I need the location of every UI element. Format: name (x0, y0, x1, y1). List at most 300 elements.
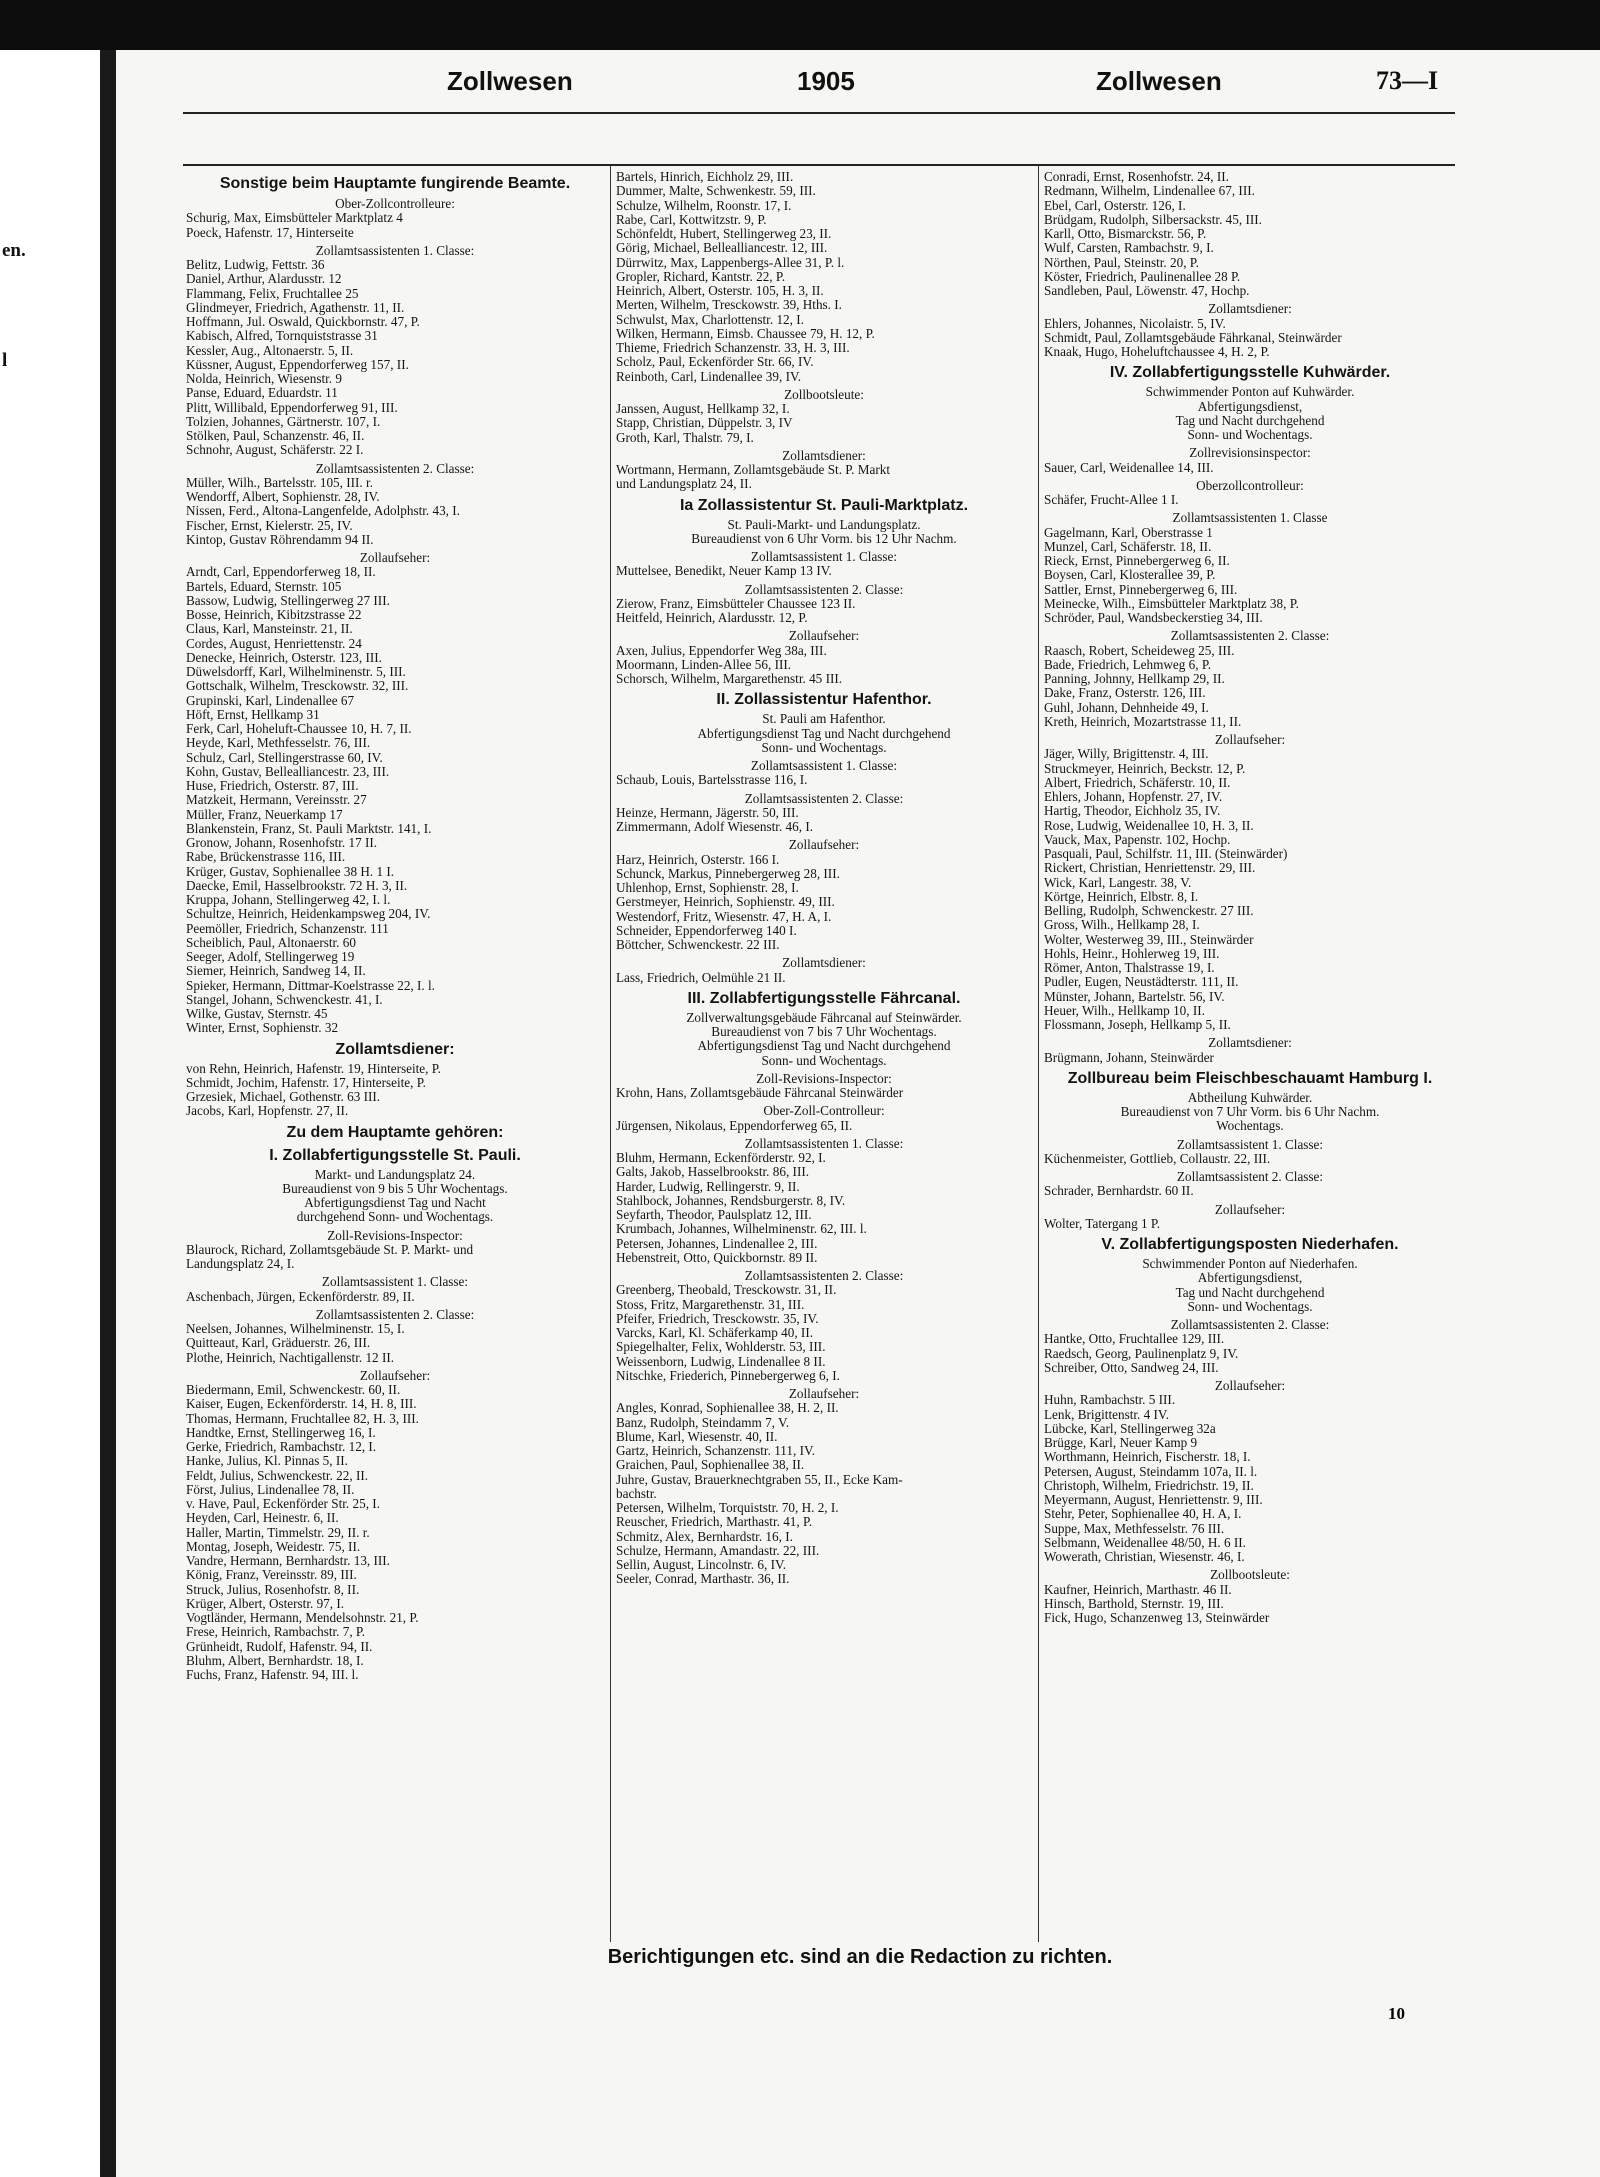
directory-entry: Rose, Ludwig, Weidenallee 10, H. 3, II. (1044, 818, 1254, 833)
directory-entry: Galts, Jakob, Hasselbrookstr. 86, III. (616, 1165, 810, 1180)
directory-entry: Axen, Julius, Eppendorfer Weg 38a, III. (616, 643, 827, 658)
directory-entry: Petersen, Johannes, Lindenallee 2, III. (616, 1236, 818, 1251)
directory-entry: Hartig, Theodor, Eichholz 35, IV. (1044, 804, 1221, 819)
directory-entry: Worthmann, Heinrich, Fischerstr. 18, I. (1044, 1450, 1251, 1465)
directory-entry: Kessler, Aug., Altonaerstr. 5, II. (186, 343, 354, 358)
directory-entry: Kabisch, Alfred, Tornquiststrasse 31 (186, 329, 378, 344)
header-right-title: Zollwesen (1096, 66, 1222, 96)
rank-heading: Zollaufseher: (788, 838, 860, 853)
directory-entry: Stoss, Fritz, Margarethenstr. 31, III. (616, 1297, 805, 1312)
rank-heading: Zollamtsassistent 1. Classe: (750, 550, 898, 564)
directory-entry: Seyfarth, Theodor, Paulsplatz 12, III. (616, 1208, 812, 1222)
directory-entry: Cordes, August, Henriettenstr. 24 (186, 636, 362, 651)
rank-heading: Zollbootsleute: (1210, 1568, 1290, 1583)
section-heading: Zollbureau beim Fleischbeschauamt Hamburg I. (1067, 1069, 1433, 1087)
directory-entry: Montag, Joseph, Weidestr. 75, II. (186, 1539, 361, 1554)
directory-entry: Heitfeld, Heinrich, Alardusstr. 12, P. (616, 611, 808, 625)
directory-entry: Kintop, Gustav Röhrendamm 94 II. (186, 532, 374, 547)
directory-entry: Suppe, Max, Methfesselstr. 76 III. (1044, 1521, 1225, 1536)
directory-entry: Wortmann, Hermann, Zollamtsgebäude St. P. Markt (616, 463, 890, 477)
directory-entry: Ehlers, Johann, Hopfenstr. 27, IV. (1044, 790, 1223, 804)
directory-entry: Kruppa, Johann, Stellingerweg 42, I. l. (186, 893, 391, 907)
rank-heading: Zollrevisionsinspector: (1189, 446, 1311, 461)
directory-entry: Scholz, Paul, Eckenförder Str. 66, IV. (616, 355, 814, 370)
directory-entry: Vogtländer, Hermann, Mendelsohnstr. 21, P. (186, 1611, 419, 1625)
directory-entry: Nolda, Heinrich, Wiesenstr. 9 (186, 372, 342, 386)
column-1 (186, 170, 604, 1940)
directory-entry: Janssen, August, Hellkamp 32, I. (616, 402, 790, 416)
directory-entry: Haller, Martin, Timmelstr. 29, II. r. (186, 1525, 370, 1540)
directory-entry: Brüdgam, Rudolph, Silbersackstr. 45, III. (1044, 212, 1262, 227)
directory-entry: Nörthen, Paul, Steinstr. 20, P. (1044, 255, 1199, 270)
directory-entry: Schreiber, Otto, Sandweg 24, III. (1044, 1360, 1219, 1375)
directory-entry: Poeck, Hafenstr. 17, Hinterseite (186, 225, 354, 240)
directory-entry: Fuchs, Franz, Hafenstr. 94, III. l. (186, 1668, 359, 1682)
directory-entry: Hinsch, Barthold, Sternstr. 19, III. (1044, 1596, 1224, 1611)
directory-entry: v. Have, Paul, Eckenförder Str. 25, I. (186, 1497, 380, 1511)
directory-entry: Conradi, Ernst, Rosenhofstr. 24, II. (1044, 170, 1229, 184)
directory-entry: Selbmann, Weidenallee 48/50, H. 6 II. (1044, 1535, 1246, 1550)
directory-entry: Greenberg, Theobald, Tresckowstr. 31, II. (616, 1283, 837, 1298)
office-note: Abfertigungsdienst Tag und Nacht durchgehend (697, 726, 951, 741)
rank-heading: Zollamtsassistenten 1. Classe: (744, 1136, 904, 1151)
directory-entry: Küssner, August, Eppendorferweg 157, II. (186, 357, 409, 372)
directory-entry: Belitz, Ludwig, Fettstr. 36 (186, 258, 325, 272)
directory-entry: Brügmann, Johann, Steinwärder (1044, 1050, 1214, 1065)
directory-entry: Düwelsdorff, Karl, Wilhelminenstr. 5, III. (186, 665, 406, 679)
office-note: Markt- und Landungsplatz 24. (314, 1167, 476, 1182)
directory-entry: Heinze, Hermann, Jägerstr. 50, III. (616, 805, 799, 820)
rank-heading: Zollamtsdiener: (782, 956, 866, 971)
directory-entry: Wowerath, Christian, Wiesenstr. 46, I. (1044, 1550, 1245, 1564)
directory-entry: Albert, Friedrich, Schäferstr. 10, II. (1044, 775, 1231, 790)
office-note: Sonn- und Wochentags. (1187, 1299, 1313, 1314)
previous-page-edge (0, 50, 104, 2177)
directory-entry: Struck, Julius, Rosenhofstr. 8, II. (186, 1582, 360, 1597)
directory-entry: Schnohr, August, Schäferstr. 22 I. (186, 443, 364, 458)
directory-entry: Wolter, Tatergang 1 P. (1044, 1216, 1161, 1231)
directory-entry: Hebenstreit, Otto, Quickbornstr. 89 II. (616, 1250, 818, 1265)
directory-entry: Schunck, Markus, Pinnebergerweg 28, III. (616, 866, 840, 881)
directory-entry: Thieme, Friedrich Schanzenstr. 33, H. 3, III. (616, 341, 850, 355)
directory-entry: Nitschke, Friederich, Pinnebergerweg 6, I. (616, 1368, 840, 1383)
rank-heading: Zollaufseher: (788, 629, 860, 644)
office-note: Zollverwaltungsgebäude Fährcanal auf Steinwärder. (686, 1010, 962, 1025)
directory-entry: Kaufner, Heinrich, Marthastr. 46 II. (1044, 1582, 1232, 1597)
directory-entry: Banz, Rudolph, Steindamm 7, V. (616, 1415, 790, 1430)
section-heading: V. Zollabfertigungsposten Niederhafen. (1101, 1236, 1399, 1253)
rank-heading: Zollamtsassistenten 1. Classe: (315, 243, 475, 258)
directory-entry: Grzesiek, Michael, Gothenstr. 63 III. (186, 1090, 381, 1104)
rank-heading: Zollaufseher: (359, 551, 431, 565)
directory-entry: Biedermann, Emil, Schwenckestr. 60, II. (186, 1383, 401, 1397)
directory-entry: Blankenstein, Franz, St. Pauli Marktstr. 141, I. (186, 821, 432, 836)
office-note: Abfertigungsdienst, (1197, 399, 1303, 414)
directory-entry: Matzkeit, Hermann, Vereinsstr. 27 (186, 793, 367, 808)
footer-notice: Berichtigungen etc. sind an die Redaction zu richten. (607, 1946, 1113, 1968)
directory-entry: Krüger, Gustav, Sophienallee 38 H. 1 I. (186, 864, 395, 879)
left-fragment-2: l (2, 350, 8, 371)
directory-entry: Münster, Johann, Bartelstr. 56, IV. (1044, 989, 1225, 1004)
rank-heading: Zollbootsleute: (784, 387, 864, 402)
directory-entry: Aschenbach, Jürgen, Eckenförderstr. 89, II. (186, 1289, 415, 1304)
column-divider-1 (610, 166, 611, 1942)
directory-entry: Vauck, Max, Papenstr. 102, Hochp. (1044, 832, 1231, 847)
office-note: Sonn- und Wochentags. (761, 1053, 887, 1068)
section-heading: Sonstige beim Hauptamte fungirende Beamte. (219, 175, 571, 192)
directory-entry: Hohls, Heinr., Hohlerweg 19, III. (1044, 946, 1220, 961)
directory-entry: Pasquali, Paul, Schilfstr. 11, III. (Steinwärder) (1044, 847, 1288, 861)
directory-entry: Knaak, Hugo, Hoheluftchaussee 4, H. 2, P. (1044, 345, 1270, 359)
rank-heading: Zollaufseher: (788, 1387, 860, 1401)
directory-entry: Küchenmeister, Gottlieb, Collaustr. 22, III. (1044, 1151, 1271, 1166)
office-note: Sonn- und Wochentags. (761, 740, 887, 755)
section-heading: Zollamtsdiener: (335, 1040, 455, 1058)
directory-entry: Bartels, Hinrich, Eichholz 29, III. (616, 170, 794, 184)
directory-entry: Reuscher, Friedrich, Marthastr. 41, P. (616, 1515, 813, 1530)
directory-entry: Grupinski, Karl, Lindenallee 67 (186, 693, 355, 708)
directory-entry: Wilken, Hermann, Eimsb. Chaussee 79, H. 12, P. (616, 326, 875, 341)
directory-entry: Jacobs, Karl, Hopfenstr. 27, II. (186, 1104, 349, 1119)
section-heading: Ia Zollassistentur St. Pauli-Marktplatz. (679, 496, 969, 514)
directory-entry: Stangel, Johann, Schwenckestr. 41, I. (186, 992, 383, 1007)
directory-entry: Fick, Hugo, Schanzenweg 13, Steinwärder (1044, 1611, 1270, 1625)
rank-heading: Zollamtsassistenten 2. Classe: (315, 461, 475, 476)
rank-heading: Oberzollcontrolleur: (1196, 478, 1304, 493)
directory-entry: Schulze, Wilhelm, Roonstr. 17, I. (616, 198, 792, 213)
directory-entry: Bassow, Ludwig, Stellingerweg 27 III. (186, 593, 390, 608)
directory-entry: Römer, Anton, Thalstrasse 19, I. (1044, 961, 1215, 975)
directory-entry: Bosse, Heinrich, Kibitzstrasse 22 (186, 608, 362, 622)
directory-entry: Wulf, Carsten, Rambachstr. 9, I. (1044, 241, 1214, 256)
directory-entry: Flammang, Felix, Fruchtallee 25 (186, 286, 359, 301)
rank-heading: Zollamtsassistent 1. Classe: (750, 759, 898, 773)
directory-entry: Daniel, Arthur, Alardusstr. 12 (186, 272, 342, 287)
directory-entry: Rabe, Brückenstrasse 116, III. (186, 850, 346, 865)
directory-entry: Müller, Franz, Neuerkamp 17 (186, 807, 343, 822)
directory-entry: Guhl, Johann, Dehnheide 49, I. (1044, 700, 1209, 715)
office-note: Tag und Nacht durchgehend (1175, 1285, 1325, 1300)
directory-entry: Uhlenhop, Ernst, Sophienstr. 28, I. (616, 881, 799, 895)
directory-entry: Quitteaut, Karl, Gräduerstr. 26, III. (186, 1336, 371, 1351)
directory-entry: Wick, Karl, Langestr. 38, V. (1044, 875, 1192, 890)
office-note: Schwimmender Ponton auf Kuhwärder. (1145, 385, 1355, 400)
rank-heading: Zoll-Revisions-Inspector: (327, 1228, 463, 1243)
directory-entry: Petersen, August, Steindamm 107a, II. l. (1044, 1464, 1258, 1479)
directory-entry: Böttcher, Schwenckestr. 22 III. (616, 938, 780, 952)
directory-entry: Lenk, Brigittenstr. 4 IV. (1044, 1407, 1170, 1422)
directory-entry: Moormann, Linden-Allee 56, III. (616, 657, 792, 672)
directory-entry: Weissenborn, Ludwig, Lindenallee 8 II. (616, 1354, 826, 1369)
directory-entry: Denecke, Heinrich, Osterstr. 123, III. (186, 650, 382, 665)
directory-entry: Heinrich, Albert, Osterstr. 105, H. 3, II. (616, 284, 824, 298)
directory-entry: Lass, Friedrich, Oelmühle 21 II. (616, 970, 786, 985)
directory-entry: Först, Julius, Lindenallee 78, II. (186, 1482, 355, 1497)
directory-entry: Merten, Wilhelm, Tresckowstr. 39, Hths. I. (616, 298, 842, 313)
directory-entry: Heuer, Wilh., Hellkamp 10, II. (1044, 1003, 1205, 1018)
directory-entry: Struckmeyer, Heinrich, Beckstr. 12, P. (1044, 761, 1246, 776)
directory-entry: Sauer, Carl, Weidenallee 14, III. (1044, 460, 1214, 475)
directory-entry: Stahlbock, Johannes, Rendsburgerstr. 8, IV. (616, 1193, 846, 1208)
directory-entry: Ebel, Carl, Osterstr. 126, I. (1044, 198, 1186, 213)
directory-entry: Schwulst, Max, Charlottenstr. 12, I. (616, 312, 804, 327)
directory-entry: Gagelmann, Karl, Oberstrasse 1 (1044, 525, 1213, 540)
section-heading: I. Zollabfertigungsstelle St. Pauli. (269, 1146, 521, 1164)
office-note: Bureaudienst von 9 bis 5 Uhr Wochentags. (282, 1181, 508, 1196)
column-3 (1044, 170, 1456, 1940)
directory-entry: Hantke, Otto, Fruchtallee 129, III. (1044, 1332, 1225, 1347)
directory-entry: Meyermann, August, Henriettenstr. 9, III. (1044, 1493, 1263, 1507)
directory-entry: Jürgensen, Nikolaus, Eppendorferweg 65, II. (616, 1118, 853, 1133)
column-2 (616, 170, 1032, 1940)
directory-entry: Seeger, Adolf, Stellingerweg 19 (186, 950, 355, 964)
directory-entry: Huse, Friedrich, Osterstr. 87, III. (186, 779, 359, 793)
directory-entry: Angles, Konrad, Sophienallee 38, H. 2, II. (616, 1401, 839, 1416)
directory-entry: Brügge, Karl, Neuer Kamp 9 (1044, 1436, 1198, 1450)
office-note: Schwimmender Ponton auf Niederhafen. (1142, 1257, 1358, 1271)
directory-entry: Gerke, Friedrich, Rambachstr. 12, I. (186, 1440, 377, 1454)
rank-heading: Zollamtsassistent 2. Classe: (1176, 1170, 1324, 1184)
directory-entry: Schrader, Bernhardstr. 60 II. (1044, 1184, 1194, 1199)
directory-entry: Gerstmeyer, Heinrich, Sophienstr. 49, III. (616, 895, 835, 910)
directory-entry: Plothe, Heinrich, Nachtigallenstr. 12 II. (186, 1350, 395, 1365)
directory-entry: Tolzien, Johannes, Gärtnerstr. 107, I. (186, 414, 381, 429)
office-note: Tag und Nacht durchgehend (1175, 413, 1325, 428)
rank-heading: Ober-Zollcontrolleure: (335, 197, 455, 211)
directory-entry: Körtge, Heinrich, Elbstr. 8, I. (1044, 889, 1199, 904)
directory-entry: Neelsen, Johannes, Wilhelminenstr. 15, I. (186, 1322, 405, 1336)
directory-entry: Bade, Friedrich, Lehmweg 6, P. (1044, 657, 1212, 672)
directory-entry: Bluhm, Hermann, Eckenförderstr. 92, I. (616, 1151, 826, 1165)
directory-entry: Petersen, Wilhelm, Torquiststr. 70, H. 2, I. (616, 1501, 839, 1515)
directory-entry: Reinboth, Carl, Lindenallee 39, IV. (616, 369, 802, 384)
directory-entry: Dake, Franz, Osterstr. 126, III. (1044, 686, 1206, 701)
rank-heading: Zollamtsassistenten 2. Classe: (315, 1307, 475, 1322)
section-heading: III. Zollabfertigungsstelle Fährcanal. (687, 989, 961, 1007)
rank-heading: Zollamtsdiener: (1208, 1036, 1292, 1051)
directory-entry: Sattler, Ernst, Pinnebergerweg 6, III. (1044, 582, 1238, 597)
directory-entry: Arndt, Carl, Eppendorferweg 18, II. (186, 565, 376, 580)
rank-heading: Zollamtsassistenten 1. Classe (1172, 511, 1328, 526)
directory-entry: Fischer, Ernst, Kielerstr. 25, IV. (186, 518, 353, 533)
directory-entry: Blaurock, Richard, Zollamtsgebäude St. P. Markt- und (186, 1242, 474, 1257)
directory-entry: Spieker, Hermann, Dittmar-Koelstrasse 22, I. l. (186, 978, 435, 993)
directory-entry: Meinecke, Wilh., Eimsbütteler Marktplatz 38, P. (1044, 596, 1299, 611)
directory-entry: Krohn, Hans, Zollamtsgebäude Fährcanal Steinwärder (616, 1086, 904, 1100)
directory-entry: Winter, Ernst, Sophienstr. 32 (186, 1021, 339, 1036)
rank-heading: Ober-Zoll-Controlleur: (763, 1104, 885, 1119)
office-note: Sonn- und Wochentags. (1187, 428, 1313, 442)
directory-entry: Glindmeyer, Friedrich, Agathenstr. 11, II. (186, 300, 405, 315)
directory-entry: Schaub, Louis, Bartelsstrasse 116, I. (616, 773, 808, 788)
directory-entry: Stapp, Christian, Düppelstr. 3, IV (616, 416, 793, 431)
directory-entry: Kreth, Heinrich, Mozartstrasse 11, II. (1044, 714, 1242, 729)
directory-entry: Schultze, Heinrich, Heidenkampsweg 204, IV. (186, 907, 431, 922)
office-note: durchgehend Sonn- und Wochentags. (296, 1210, 494, 1225)
office-note: Wochentags. (1216, 1119, 1284, 1134)
directory-entry: Feldt, Julius, Schwenckestr. 22, II. (186, 1468, 369, 1483)
directory-entry: und Landungsplatz 24, II. (616, 477, 752, 492)
directory-entry: Belling, Rudolph, Schwenckestr. 27 III. (1044, 904, 1254, 918)
directory-entry: Harder, Ludwig, Rellingerstr. 9, II. (616, 1179, 800, 1194)
directory-entry: Panning, Johnny, Hellkamp 29, II. (1044, 672, 1225, 686)
directory-entry: Frese, Heinrich, Rambachstr. 7, P. (186, 1625, 366, 1640)
directory-entry: Claus, Karl, Mansteinstr. 21, II. (186, 622, 353, 637)
directory-entry: Flossmann, Joseph, Hellkamp 5, II. (1044, 1018, 1231, 1032)
directory-entry: Spiegelhalter, Felix, Wohlderstr. 53, III. (616, 1340, 826, 1355)
directory-entry: Pudler, Eugen, Neustädterstr. 111, II. (1044, 975, 1239, 990)
directory-entry: Pfeifer, Friedrich, Tresckowstr. 35, IV. (616, 1311, 819, 1326)
directory-entry: Köster, Friedrich, Paulinenallee 28 P. (1044, 269, 1241, 284)
directory-entry: Sandleben, Paul, Löwenstr. 47, Hochp. (1044, 284, 1250, 298)
directory-entry: Vandre, Hermann, Bernhardstr. 13, III. (186, 1554, 390, 1568)
directory-entry: Zierow, Franz, Eimsbütteler Chaussee 123 II. (616, 596, 856, 611)
directory-entry: Wilke, Gustav, Sternstr. 45 (186, 1007, 328, 1021)
directory-entry: Panse, Eduard, Eduardstr. 11 (186, 386, 338, 401)
directory-entry: Varcks, Karl, Kl. Schäferkamp 40, II. (616, 1326, 814, 1340)
directory-entry: Bluhm, Albert, Bernhardstr. 18, I. (186, 1653, 364, 1668)
directory-entry: Muttelsee, Benedikt, Neuer Kamp 13 IV. (616, 564, 832, 579)
left-fragment-1: en. (2, 240, 26, 261)
directory-entry: Heyde, Karl, Methfesselstr. 76, III. (186, 736, 371, 751)
office-note: Abfertigungsdienst Tag und Nacht durchgehend (697, 1039, 951, 1054)
directory-entry: Schurig, Max, Eimsbütteler Marktplatz 4 (186, 211, 403, 226)
directory-entry: Schönfeldt, Hubert, Stellingerweg 23, II. (616, 227, 832, 241)
directory-entry: Raasch, Robert, Scheideweg 25, III. (1044, 643, 1235, 658)
directory-entry: Landungsplatz 24, I. (186, 1257, 295, 1271)
directory-entry: Daecke, Emil, Hasselbrookstr. 72 H. 3, II. (186, 878, 408, 893)
directory-entry: Gross, Wilh., Hellkamp 28, I. (1044, 918, 1200, 933)
office-note: Abfertigungsdienst, (1197, 1271, 1303, 1286)
office-note: Bureaudienst von 7 bis 7 Uhr Wochentags. (711, 1025, 937, 1039)
directory-entry: Schröder, Paul, Wandsbeckerstieg 34, III. (1044, 611, 1263, 625)
rank-heading: Zollamtsassistent 1. Classe: (1176, 1137, 1324, 1152)
directory-entry: Wendorff, Albert, Sophienstr. 28, IV. (186, 490, 380, 504)
directory-entry: Rieck, Ernst, Pinnebergerweg 6, II. (1044, 554, 1230, 568)
directory-entry: Huhn, Rambachstr. 5 III. (1044, 1393, 1176, 1408)
directory-entry: Sellin, August, Lincolnstr. 6, IV. (616, 1558, 787, 1572)
office-note: Bureaudienst von 6 Uhr Vorm. bis 12 Uhr Nachm. (691, 531, 957, 546)
directory-entry: bachstr. (616, 1486, 657, 1501)
section-heading: IV. Zollabfertigungsstelle Kuhwärder. (1109, 364, 1391, 382)
directory-entry: Schulz, Carl, Stellingerstrasse 60, IV. (186, 750, 383, 765)
directory-entry: Schmitz, Alex, Bernhardstr. 16, I. (616, 1529, 793, 1544)
directory-entry: Munzel, Carl, Schäferstr. 18, II. (1044, 539, 1212, 554)
directory-entry: Scheiblich, Paul, Altonaerstr. 60 (186, 935, 356, 950)
rank-heading: Zollaufseher: (1214, 1202, 1286, 1217)
office-note: St. Pauli-Markt- und Landungsplatz. (727, 517, 921, 532)
directory-entry: Hanke, Julius, Kl. Pinnas 5, II. (186, 1454, 348, 1469)
directory-entry: Rabe, Carl, Kottwitzstr. 9, P. (616, 212, 767, 227)
directory-entry: Gronow, Johann, Rosenhofstr. 17 II. (186, 836, 378, 850)
directory-entry: Hoffmann, Jul. Oswald, Quickbornstr. 47, P. (186, 315, 420, 329)
directory-entry: Schäfer, Frucht-Allee 1 I. (1044, 493, 1179, 507)
rank-heading: Zollamtsassistenten 2. Classe: (744, 1269, 904, 1283)
directory-entry: Gartz, Heinrich, Schanzenstr. 111, IV. (616, 1444, 816, 1458)
office-note: Abtheilung Kuhwärder. (1187, 1090, 1313, 1105)
directory-entry: Stölken, Paul, Schanzenstr. 46, II. (186, 429, 365, 443)
directory-entry: Westendorf, Fritz, Wiesenstr. 47, H. A, I. (616, 909, 832, 924)
directory-entry: Stehr, Peter, Sophienallee 40, H. A, I. (1044, 1507, 1242, 1522)
directory-entry: Krumbach, Johannes, Wilhelminenstr. 62, III. l. (616, 1222, 867, 1237)
directory-entry: Juhre, Gustav, Brauerknechtgraben 55, II., Ecke Kam- (616, 1472, 903, 1487)
directory-entry: Zimmermann, Adolf Wiesenstr. 46, I. (616, 820, 814, 834)
directory-entry: Dürrwitz, Max, Lappenbergs-Allee 31, P. l. (616, 255, 845, 270)
office-note: Bureaudienst von 7 Uhr Vorm. bis 6 Uhr Nachm. (1120, 1105, 1380, 1119)
rank-heading: Zollamtsassistenten 2. Classe: (1170, 629, 1330, 644)
directory-entry: Müller, Wilh., Bartelsstr. 105, III. r. (186, 475, 373, 490)
directory-entry: Redmann, Wilhelm, Lindenallee 67, III. (1044, 184, 1255, 199)
rank-heading: Zollamtsassistenten 2. Classe: (1170, 1318, 1330, 1332)
directory-entry: Raedsch, Georg, Paulinenplatz 9, IV. (1044, 1346, 1239, 1361)
directory-entry: Thomas, Hermann, Fruchtallee 82, H. 3, III. (186, 1411, 419, 1426)
section-heading: Zu dem Hauptamte gehören: (286, 1123, 504, 1141)
rank-heading: Zollamtsdiener: (1208, 302, 1292, 317)
directory-entry: Handtke, Ernst, Stellingerweg 16, I. (186, 1425, 376, 1440)
directory-entry: Grünheidt, Rudolf, Hafenstr. 94, II. (186, 1639, 373, 1654)
directory-entry: Dummer, Malte, Schwenkestr. 59, III. (616, 184, 816, 199)
directory-entry: Lübcke, Karl, Stellingerweg 32a (1044, 1421, 1216, 1436)
directory-entry: Siemer, Heinrich, Sandweg 14, II. (186, 964, 366, 979)
directory-entry: von Rehn, Heinrich, Hafenstr. 19, Hinterseite, P. (186, 1061, 441, 1076)
column-divider-2 (1038, 166, 1039, 1942)
rank-heading: Zollamtsassistenten 2. Classe: (744, 791, 904, 806)
page-number: 10 (1388, 2004, 1405, 2023)
directory-entry: Blume, Karl, Wiesenstr. 40, II. (616, 1429, 778, 1444)
directory-entry: Görig, Michael, Bellealliancestr. 12, III. (616, 241, 828, 256)
directory-entry: Graichen, Paul, Sophienallee 38, II. (616, 1458, 805, 1473)
directory-entry: Heyden, Carl, Heinestr. 6, II. (186, 1511, 339, 1526)
directory-entry: Gropler, Richard, Kantstr. 22, P. (616, 269, 786, 284)
office-note: Abfertigungsdienst Tag und Nacht (304, 1196, 486, 1210)
directory-entry: Nissen, Ferd., Altona-Langenfelde, Adolphstr. 43, I. (186, 504, 460, 519)
directory-entry: Boysen, Carl, Klosterallee 39, P. (1044, 568, 1216, 583)
rank-heading: Zollamtsassistent 1. Classe: (321, 1275, 469, 1290)
header-left-title: Zollwesen (447, 66, 573, 96)
section-heading: II. Zollassistentur Hafenthor. (716, 691, 932, 709)
header-year: 1905 (797, 66, 855, 96)
directory-entry: Peemöller, Friedrich, Schanzenstr. 111 (186, 921, 389, 936)
rank-heading: Zollamtsassistenten 2. Classe: (744, 582, 904, 597)
directory-entry: Gottschalk, Wilhelm, Tresckowstr. 32, III. (186, 679, 409, 694)
directory-entry: Schmidt, Jochim, Hafenstr. 17, Hinterseite, P. (186, 1075, 426, 1090)
directory-entry: Kaiser, Eugen, Eckenförderstr. 14, H. 8, III. (186, 1397, 417, 1412)
directory-entry: Plitt, Willibald, Eppendorferweg 91, III. (186, 400, 398, 415)
directory-entry: Schorsch, Wilhelm, Margarethenstr. 45 III. (616, 672, 843, 686)
directory-entry: Ehlers, Johannes, Nicolaistr. 5, IV. (1044, 316, 1226, 331)
directory-entry: Seeler, Conrad, Marthastr. 36, II. (616, 1572, 790, 1587)
rank-heading: Zollaufseher: (359, 1368, 431, 1383)
directory-entry: Wolter, Westerweg 39, III., Steinwärder (1044, 932, 1254, 947)
directory-entry: Bartels, Eduard, Sternstr. 105 (186, 579, 342, 594)
rank-heading: Zollaufseher: (1214, 1379, 1286, 1393)
directory-entry: Schmidt, Paul, Zollamtsgebäude Fährkanal, Steinwärder (1044, 330, 1342, 345)
directory-entry: Harz, Heinrich, Osterstr. 166 I. (616, 852, 780, 867)
rank-heading: Zoll-Revisions-Inspector: (756, 1071, 892, 1086)
directory-entry: Krüger, Albert, Osterstr. 97, I. (186, 1596, 345, 1611)
directory-entry: Karll, Otto, Bismarckstr. 56, P. (1044, 227, 1207, 241)
directory-entry: Groth, Karl, Thalstr. 79, I. (616, 430, 754, 445)
directory-entry: Jäger, Willy, Brigittenstr. 4, III. (1044, 747, 1209, 762)
directory-entry: König, Franz, Vereinsstr. 89, III. (186, 1568, 357, 1583)
rank-heading: Zollaufseher: (1214, 733, 1286, 747)
header-rule-top (183, 112, 1455, 114)
directory-entry: Schulze, Hermann, Amandastr. 22, III. (616, 1543, 820, 1558)
header-rule-bottom (183, 164, 1455, 166)
header-page-label: 73—I (1376, 66, 1439, 95)
office-note: St. Pauli am Hafenthor. (762, 712, 886, 727)
directory-entry: Ferk, Carl, Hoheluft-Chaussee 10, H. 7, II. (186, 722, 412, 736)
